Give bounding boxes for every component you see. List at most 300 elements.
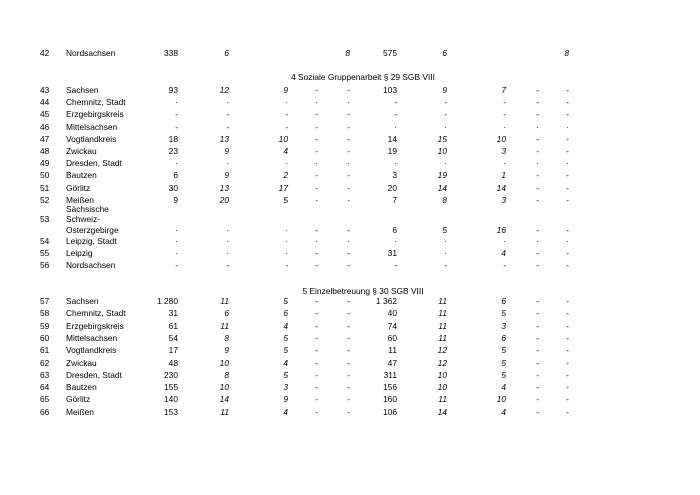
cell: - — [315, 248, 318, 259]
cell: - — [566, 296, 569, 306]
cell: - — [175, 109, 178, 120]
region-name: Meißen — [66, 406, 94, 417]
cell: 11 — [438, 320, 447, 331]
cell: 17 — [278, 182, 288, 193]
cell: · — [285, 236, 288, 246]
cell: · — [536, 236, 539, 246]
cell: - — [315, 170, 318, 181]
cell: - — [347, 260, 350, 271]
cell: 5 — [501, 345, 506, 356]
cell: · — [175, 158, 178, 169]
cell: - — [566, 394, 569, 405]
cell: - — [315, 332, 318, 343]
cell: · — [347, 158, 350, 169]
cell: 9 — [224, 146, 229, 156]
cell: - — [347, 332, 350, 343]
cell: - — [536, 225, 539, 235]
cell: 9 — [283, 394, 288, 405]
cell: - — [315, 260, 318, 271]
region-name: Zwickau — [66, 146, 97, 156]
table-row — [0, 157, 700, 169]
cell: · — [347, 97, 350, 108]
region-name: Leipzig, Stadt — [66, 236, 117, 246]
region-name: Sachsen — [66, 85, 99, 95]
cell: · — [315, 236, 318, 246]
cell: · — [444, 248, 447, 259]
cell: 6 — [224, 308, 229, 319]
cell: - — [315, 320, 318, 331]
cell: - — [536, 133, 539, 144]
cell: 6 — [224, 48, 229, 58]
table-row — [0, 357, 700, 369]
cell: 3 — [501, 320, 506, 331]
cell: · — [503, 236, 506, 246]
cell: 6 — [501, 332, 506, 343]
row-number: 50 — [40, 170, 50, 181]
row-number: 42 — [40, 48, 50, 58]
row-number: 58 — [40, 308, 50, 319]
table-row — [0, 84, 700, 96]
cell: 17 — [168, 345, 178, 356]
region-name: Dresden, Stadt — [66, 369, 122, 380]
cell: - — [226, 121, 229, 132]
cell: · — [536, 121, 539, 132]
cell: - — [347, 382, 350, 393]
cell: - — [347, 109, 350, 120]
cell: 311 — [383, 369, 397, 380]
cell: - — [315, 182, 318, 193]
cell: 19 — [387, 146, 397, 156]
cell: - — [566, 345, 569, 356]
cell: - — [285, 121, 288, 132]
cell: 5 — [283, 296, 288, 306]
cell: 156 — [383, 382, 397, 393]
cell: 12 — [437, 345, 447, 356]
region-name: Bautzen — [66, 382, 97, 393]
row-number: 52 — [40, 194, 50, 205]
cell: 7 — [501, 85, 506, 95]
cell: · — [536, 158, 539, 169]
row-number: 59 — [40, 320, 50, 331]
cell: 103 — [383, 85, 397, 95]
cell: - — [536, 369, 539, 380]
row-number: 44 — [40, 97, 50, 108]
cell: - — [566, 170, 569, 181]
row-number: 43 — [40, 85, 50, 95]
cell: 4 — [501, 248, 506, 259]
cell: 10 — [496, 133, 506, 144]
cell: - — [536, 382, 539, 393]
cell: - — [536, 345, 539, 356]
cell: - — [347, 182, 350, 193]
cell: - — [536, 97, 539, 108]
cell: 11 — [388, 345, 397, 356]
cell: 5 — [442, 225, 447, 235]
cell: 7 — [392, 194, 397, 205]
cell: - — [566, 260, 569, 271]
cell: 1 280 — [157, 296, 178, 306]
region-name: Leipzig — [66, 248, 93, 259]
cell: 16 — [496, 225, 506, 235]
cell: · — [347, 236, 350, 246]
cell: · — [566, 121, 569, 132]
cell: - — [566, 369, 569, 380]
cell: - — [315, 85, 318, 95]
cell: - — [347, 357, 350, 368]
cell: - — [315, 308, 318, 319]
cell: - — [536, 332, 539, 343]
cell: - — [175, 260, 178, 271]
cell: 61 — [168, 320, 178, 331]
table-row — [0, 96, 700, 108]
table-row — [0, 320, 700, 332]
cell: - — [566, 133, 569, 144]
cell: 18 — [168, 133, 178, 144]
region-name: Vogtlandkreis — [66, 345, 117, 356]
region-name-line: Schweiz- — [66, 214, 100, 224]
cell: 15 — [437, 133, 447, 144]
cell: · — [226, 236, 229, 246]
cell: 575 — [383, 48, 397, 58]
table-row — [0, 133, 700, 145]
cell: 8 — [224, 369, 229, 380]
cell: · — [444, 121, 447, 132]
cell: 12 — [219, 85, 229, 95]
cell: - — [566, 109, 569, 120]
cell: 11 — [220, 296, 229, 306]
cell: - — [536, 170, 539, 181]
cell: - — [536, 194, 539, 205]
cell: - — [566, 194, 569, 205]
cell: 9 — [224, 345, 229, 356]
cell: - — [347, 345, 350, 356]
table-row — [0, 344, 700, 356]
cell: 3 — [501, 146, 506, 156]
cell: 106 — [383, 406, 397, 417]
cell: - — [566, 382, 569, 393]
table-row — [0, 381, 700, 393]
table-row — [0, 169, 700, 181]
section-heading: 5 Einzelbetreuung § 30 SGB VIII — [302, 286, 424, 296]
region-name: Erzgebirgskreis — [66, 109, 124, 120]
cell: 140 — [164, 394, 178, 405]
cell: 6 — [283, 308, 288, 319]
row-number: 65 — [40, 394, 50, 405]
cell: · — [285, 97, 288, 108]
region-name: Nordsachsen — [66, 260, 116, 271]
cell: - — [536, 308, 539, 319]
cell: · — [566, 236, 569, 246]
cell: 47 — [387, 357, 397, 368]
cell: 14 — [437, 182, 447, 193]
cell: - — [285, 109, 288, 120]
table-row — [0, 235, 700, 247]
region-name: Mittelsachsen — [66, 332, 118, 343]
cell: - — [536, 406, 539, 417]
cell: - — [566, 332, 569, 343]
cell: - — [175, 121, 178, 132]
region-name: Nordsachsen — [66, 48, 116, 58]
row-number: 46 — [40, 121, 50, 132]
cell: - — [503, 109, 506, 120]
cell: - — [536, 357, 539, 368]
cell: 1 — [501, 170, 506, 181]
cell: - — [226, 260, 229, 271]
cell: · — [226, 158, 229, 169]
cell: 14 — [387, 133, 397, 144]
table-row — [0, 47, 700, 59]
cell: · — [394, 121, 397, 132]
cell: - — [566, 97, 569, 108]
cell: 12 — [437, 357, 447, 368]
cell: - — [315, 394, 318, 405]
cell: - — [315, 369, 318, 380]
cell: 14 — [496, 182, 506, 193]
cell: · — [175, 225, 178, 235]
cell: 13 — [219, 182, 229, 193]
cell: - — [347, 133, 350, 144]
cell: 5 — [501, 308, 506, 319]
row-number: 55 — [40, 248, 50, 259]
cell: - — [347, 394, 350, 405]
cell: - — [315, 357, 318, 368]
cell: 1 362 — [376, 296, 397, 306]
cell: - — [315, 296, 318, 306]
cell: - — [347, 146, 350, 156]
cell: - — [347, 308, 350, 319]
cell: · — [503, 158, 506, 169]
cell: - — [347, 194, 350, 205]
cell: 8 — [224, 332, 229, 343]
cell: - — [536, 109, 539, 120]
cell: 6 — [501, 296, 506, 306]
cell: 6 — [392, 225, 397, 235]
cell: - — [347, 369, 350, 380]
cell: 14 — [219, 394, 229, 405]
cell: 3 — [501, 194, 506, 205]
row-number: 60 — [40, 332, 50, 343]
cell: 20 — [219, 194, 229, 205]
cell: - — [566, 308, 569, 319]
cell: - — [315, 345, 318, 356]
cell: - — [394, 260, 397, 271]
cell: 31 — [168, 308, 178, 319]
cell: - — [566, 357, 569, 368]
cell: 155 — [164, 382, 178, 393]
table-row — [0, 406, 700, 418]
table-row — [0, 108, 700, 120]
cell: 9 — [173, 194, 178, 205]
row-number: 54 — [40, 236, 50, 246]
cell: 11 — [438, 332, 447, 343]
row-number: 62 — [40, 357, 50, 368]
cell: - — [315, 225, 318, 235]
region-name-line: Osterzgebirge — [66, 225, 119, 235]
region-name: Vogtlandkreis — [66, 133, 117, 144]
cell: · — [285, 225, 288, 235]
cell: 230 — [164, 369, 178, 380]
cell: - — [566, 146, 569, 156]
section-heading: 4 Soziale Gruppenarbeit § 29 SGB VIII — [291, 72, 435, 82]
cell: · — [444, 236, 447, 246]
cell: - — [226, 109, 229, 120]
cell: 11 — [438, 296, 447, 306]
cell: 5 — [283, 194, 288, 205]
table-row — [0, 247, 700, 259]
cell: 11 — [438, 308, 447, 319]
table-row — [0, 145, 700, 157]
cell: · — [394, 158, 397, 169]
cell: 11 — [220, 320, 229, 331]
cell: 30 — [168, 182, 178, 193]
cell: 10 — [219, 382, 229, 393]
table-row — [0, 369, 700, 381]
cell: 74 — [387, 320, 397, 331]
cell: · — [226, 248, 229, 259]
cell: 31 — [387, 248, 397, 259]
cell: - — [315, 121, 318, 132]
cell: 5 — [501, 369, 506, 380]
cell: - — [566, 225, 569, 235]
row-number: 48 — [40, 146, 50, 156]
region-name-line: Sächsische — [66, 204, 109, 214]
cell: - — [536, 182, 539, 193]
cell: 10 — [437, 146, 447, 156]
cell: 4 — [283, 357, 288, 368]
cell: 14 — [437, 406, 447, 417]
cell: - — [347, 225, 350, 235]
cell: 2 — [283, 170, 288, 181]
cell: - — [536, 296, 539, 306]
cell: - — [503, 260, 506, 271]
row-number: 64 — [40, 382, 50, 393]
table-row — [0, 295, 700, 307]
cell: - — [536, 85, 539, 95]
region-name: Mittelsachsen — [66, 121, 118, 132]
cell: 93 — [168, 85, 178, 95]
cell: - — [315, 109, 318, 120]
cell: 4 — [283, 146, 288, 156]
region-name: Meißen — [66, 194, 94, 205]
cell: 9 — [442, 85, 447, 95]
cell: · — [175, 248, 178, 259]
cell: - — [347, 320, 350, 331]
cell: - — [503, 97, 506, 108]
cell: · — [226, 225, 229, 235]
region-name: Chemnitz, Stadt — [66, 308, 126, 319]
cell: - — [315, 133, 318, 144]
cell: 4 — [283, 406, 288, 417]
cell: 5 — [283, 369, 288, 380]
cell: 8 — [564, 48, 569, 58]
cell: - — [566, 320, 569, 331]
cell: · — [315, 97, 318, 108]
cell: 54 — [168, 332, 178, 343]
row-number: 66 — [40, 406, 50, 417]
region-name: Görlitz — [66, 394, 91, 405]
cell: 8 — [442, 194, 447, 205]
cell: 10 — [219, 357, 229, 368]
cell: 20 — [387, 182, 397, 193]
cell: · — [566, 158, 569, 169]
cell: 153 — [164, 406, 178, 417]
cell: 9 — [224, 170, 229, 181]
cell: 40 — [387, 308, 397, 319]
cell: 23 — [168, 146, 178, 156]
cell: · — [315, 158, 318, 169]
cell: - — [347, 85, 350, 95]
cell: 338 — [164, 48, 178, 58]
cell: 10 — [437, 382, 447, 393]
cell: 11 — [438, 394, 447, 405]
cell: · — [444, 158, 447, 169]
region-name: Chemnitz, Stadt — [66, 97, 126, 108]
cell: · — [175, 236, 178, 246]
cell: · — [175, 97, 178, 108]
cell: - — [536, 248, 539, 259]
table-row — [0, 307, 700, 319]
region-name: Erzgebirgskreis — [66, 320, 124, 331]
cell: 11 — [220, 406, 229, 417]
cell: - — [394, 109, 397, 120]
region-name: Bautzen — [66, 170, 97, 181]
cell: - — [536, 320, 539, 331]
cell: - — [347, 248, 350, 259]
cell: 3 — [392, 170, 397, 181]
cell: · — [394, 236, 397, 246]
cell: - — [315, 194, 318, 205]
cell: - — [347, 296, 350, 306]
cell: 10 — [496, 394, 506, 405]
cell: - — [566, 85, 569, 95]
table-row — [0, 393, 700, 405]
cell: - — [536, 146, 539, 156]
cell: 10 — [278, 133, 288, 144]
table-row — [0, 182, 700, 194]
cell: · — [285, 248, 288, 259]
cell: 19 — [437, 170, 447, 181]
cell: 5 — [501, 357, 506, 368]
row-number: 51 — [40, 182, 50, 193]
cell: 48 — [168, 357, 178, 368]
cell: - — [347, 170, 350, 181]
table-row — [0, 259, 700, 271]
cell: 5 — [283, 332, 288, 343]
cell: · — [503, 121, 506, 132]
row-number: 61 — [40, 345, 50, 356]
cell: - — [347, 121, 350, 132]
cell: 13 — [219, 133, 229, 144]
cell: - — [444, 97, 447, 108]
cell: 160 — [383, 394, 397, 405]
cell: 8 — [345, 48, 350, 58]
cell: - — [444, 109, 447, 120]
cell: - — [394, 97, 397, 108]
cell: 4 — [501, 406, 506, 417]
cell: 9 — [283, 85, 288, 95]
cell: - — [315, 146, 318, 156]
region-name: Sachsen — [66, 296, 99, 306]
table-row — [0, 121, 700, 133]
row-number: 45 — [40, 109, 50, 120]
row-number: 57 — [40, 296, 50, 306]
cell: 60 — [387, 332, 397, 343]
row-number: 49 — [40, 158, 50, 169]
table-row — [0, 332, 700, 344]
region-name: Zwickau — [66, 357, 97, 368]
cell: - — [536, 260, 539, 271]
cell: - — [315, 406, 318, 417]
